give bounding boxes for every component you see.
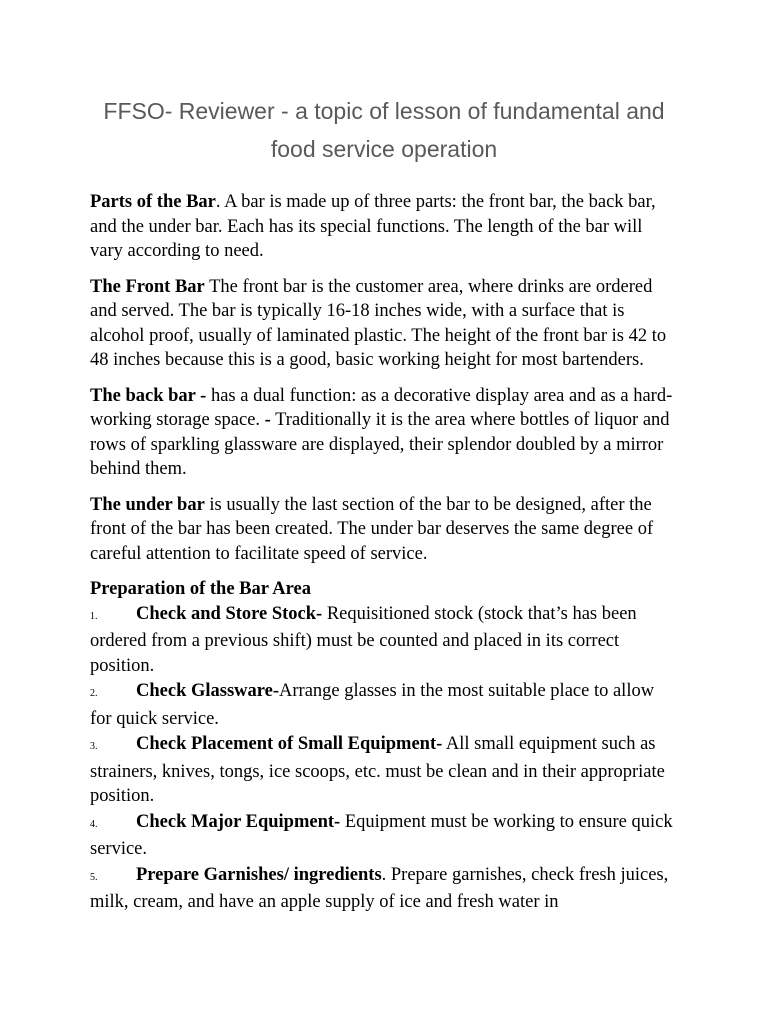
list-text: Requisitioned stock (stock that’s has been ordered from a previous shift) must be counted and placed in its correct position.	[90, 603, 637, 676]
list-number: 3.	[90, 741, 98, 752]
text-back-bar: has a dual function: as a decorative display area and as a hard-working storage space.	[90, 385, 673, 430]
list-number: 2.	[90, 688, 98, 699]
paragraph-under-bar	[90, 493, 678, 567]
list-number: 5.	[90, 871, 98, 883]
paragraph-front-bar	[90, 275, 678, 373]
list-item	[90, 810, 678, 862]
document-title: FFSO- Reviewer - a topic of lesson of fundamental and food service operation	[103, 98, 665, 162]
list-term: Check and Store Stock-	[136, 603, 323, 624]
text-under-bar: is usually the last section of the bar to be designed, after the front of the bar has been created. The under bar deserves the same degree of careful attention to facilitate speed of service.	[90, 494, 654, 564]
list-term: Check Glassware-	[136, 681, 280, 701]
term-under-bar: The under bar	[90, 494, 205, 515]
list-term: Check Placement of Small Equipment-	[136, 734, 443, 754]
list-number: 1.	[90, 610, 98, 622]
list-text: Equipment must be working to ensure quick service.	[90, 811, 673, 859]
text-parts-of-bar: . A bar is made up of three parts: the front bar, the back bar, and the under bar. Each has its special functions. The length of the bar will vary according to need.	[90, 192, 656, 261]
list-text: Arrange glasses in the most suitable place to allow for quick service.	[90, 681, 655, 729]
list-item	[90, 863, 678, 915]
list-number: 4.	[90, 818, 98, 830]
list-item	[90, 679, 678, 731]
list-text: All small equipment such as strainers, knives, tongs, ice scoops, etc. must be clean and in their appropriate position.	[90, 734, 665, 806]
list-text: . Prepare garnishes, check fresh juices, milk, cream, and have an apple supply of ice and fresh water in	[90, 864, 669, 912]
term-parts-of-bar: Parts of the Bar	[90, 192, 216, 212]
list-item	[90, 732, 678, 809]
text-back-bar-2: Traditionally it is the area where bottles of liquor and rows of sparkling glassware are displayed, their splendor doubled by a mirror behind them.	[90, 410, 670, 479]
term-front-bar: The Front Bar	[90, 276, 205, 297]
list-term: Check Major Equipment-	[136, 811, 341, 832]
preparation-list	[90, 602, 678, 915]
section-heading: Preparation of the Bar Area	[90, 579, 311, 599]
paragraph-parts-of-bar	[90, 190, 678, 264]
text-front-bar: The front bar is the customer area, where drinks are ordered and served. The bar is typically 16-18 inches wide, with a surface that is alcohol proof, usually of laminated plastic. The height of the front bar is 42 to 48 inches because this is a good, basic working height for most bartenders.	[90, 276, 667, 370]
term-back-bar: The back bar -	[90, 385, 207, 406]
list-item	[90, 602, 678, 679]
term-back-bar-dash: -	[264, 410, 271, 430]
paragraph-back-bar	[90, 384, 678, 482]
list-term: Prepare Garnishes/ ingredients	[136, 864, 382, 885]
